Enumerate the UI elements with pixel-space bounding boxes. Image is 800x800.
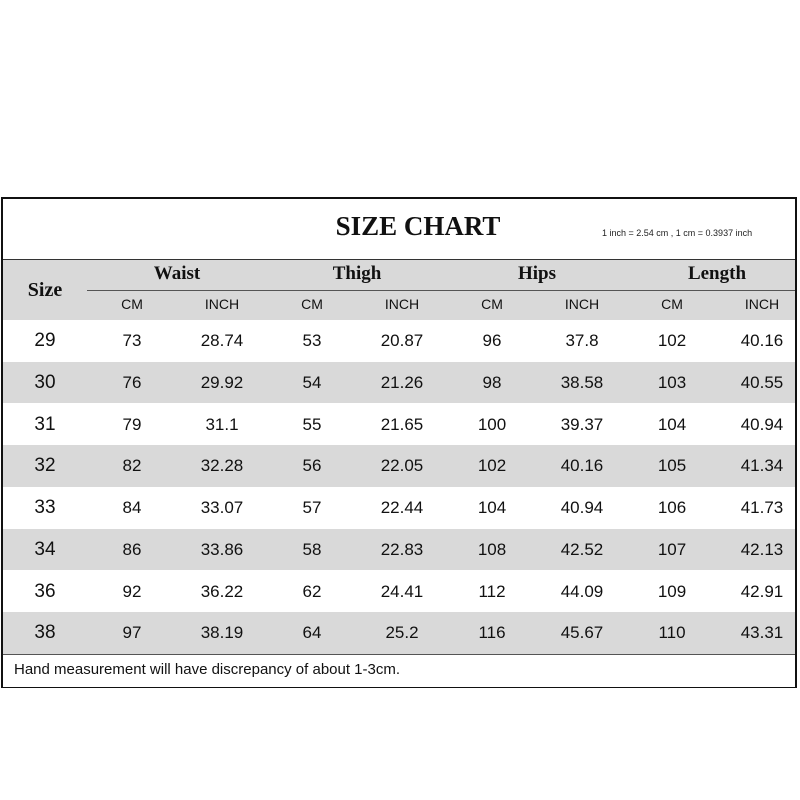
table-row	[3, 362, 795, 404]
measurement-cell: 86	[122, 539, 142, 559]
size-cell: 29	[34, 330, 56, 351]
measurement-cell: 92	[122, 581, 142, 601]
measurement-cell: 110	[658, 623, 686, 643]
measurement-cell: 25.2	[385, 623, 419, 643]
table-header	[3, 260, 795, 320]
size-chart-table	[1, 197, 797, 688]
measurement-cell: 112	[478, 581, 506, 601]
measurement-cell: 22.83	[380, 539, 424, 559]
measurement-cell: 22.44	[380, 498, 424, 517]
measurement-cell: 107	[657, 539, 687, 559]
measurement-cell: 41.73	[740, 498, 784, 517]
measurement-cell: 37.8	[565, 331, 599, 350]
measurement-cell: 32.28	[200, 456, 244, 476]
measurement-cell: 104	[657, 414, 687, 434]
measurement-cell: 41.34	[740, 456, 784, 476]
measurement-cell: 76	[122, 372, 142, 392]
measurement-cell: 53	[302, 331, 322, 350]
measurement-cell: 62	[302, 581, 322, 601]
measurement-cell: 58	[302, 539, 322, 559]
measurement-cell: 42.91	[740, 581, 784, 601]
size-cell: 36	[34, 580, 56, 602]
measurement-cell: 64	[302, 623, 322, 643]
table-row	[3, 320, 795, 362]
title-row	[3, 199, 795, 260]
measurement-cell: 42.13	[740, 539, 784, 559]
unit-header: INCH	[384, 296, 420, 312]
measurement-cell: 57	[302, 498, 322, 517]
measurement-cell: 22.05	[380, 456, 424, 476]
measurement-cell: 54	[302, 372, 322, 392]
measurement-cell: 40.16	[560, 456, 604, 476]
size-cell: 34	[34, 538, 56, 560]
measurement-cell: 103	[657, 372, 687, 392]
measurement-note: Hand measurement will have discrepancy of about 1-3cm.	[14, 661, 401, 678]
hips-header: Hips	[517, 263, 557, 284]
table-row	[3, 571, 795, 613]
measurement-cell: 108	[477, 539, 507, 559]
measurement-cell: 98	[482, 372, 502, 392]
unit-header: CM	[481, 296, 503, 312]
measurement-cell: 36.22	[200, 581, 244, 601]
measurement-cell: 56	[302, 456, 322, 476]
header-divider	[87, 290, 795, 291]
measurement-cell: 82	[122, 456, 142, 476]
measurement-cell: 116	[478, 623, 506, 643]
measurement-cell: 24.41	[380, 581, 424, 601]
measurement-cell: 39.37	[560, 414, 604, 434]
waist-header: Waist	[153, 263, 201, 284]
table-row	[3, 445, 795, 487]
measurement-cell: 42.52	[560, 539, 604, 559]
unit-header: CM	[661, 296, 683, 312]
size-cell: 33	[34, 497, 56, 518]
size-cell: 32	[34, 455, 56, 477]
unit-header: INCH	[204, 296, 240, 312]
measurement-cell: 84	[122, 498, 142, 517]
measurement-cell: 38.58	[560, 372, 604, 392]
measurement-cell: 40.94	[560, 498, 604, 517]
length-header: Length	[687, 263, 747, 284]
measurement-cell: 97	[122, 623, 142, 643]
measurement-cell: 44.09	[560, 581, 604, 601]
measurement-cell: 40.16	[740, 331, 784, 350]
size-cell: 31	[34, 413, 56, 435]
measurement-cell: 31.1	[205, 414, 239, 434]
measurement-cell: 106	[657, 498, 687, 517]
measurement-cell: 33.07	[200, 498, 244, 517]
measurement-cell: 102	[657, 331, 687, 350]
unit-conversion-note: 1 inch = 2.54 cm , 1 cm = 0.3937 inch	[602, 228, 753, 238]
measurement-cell: 40.94	[740, 414, 784, 434]
thigh-header: Thigh	[332, 263, 382, 284]
measurement-cell: 29.92	[200, 372, 244, 392]
measurement-cell: 43.31	[740, 623, 784, 643]
measurement-cell: 73	[122, 331, 142, 350]
table-row	[3, 404, 795, 446]
measurement-cell: 105	[657, 456, 687, 476]
measurement-cell: 100	[477, 414, 507, 434]
measurement-cell: 102	[477, 456, 507, 476]
measurement-cell: 55	[302, 414, 322, 434]
measurement-cell: 20.87	[380, 331, 424, 350]
unit-header: CM	[121, 296, 143, 312]
table-row	[3, 612, 795, 654]
measurement-cell: 33.86	[200, 539, 244, 559]
unit-header: INCH	[744, 296, 780, 312]
measurement-cell: 104	[477, 498, 507, 517]
measurement-cell: 28.74	[200, 331, 244, 350]
measurement-cell: 21.65	[380, 414, 424, 434]
measurement-cell: 21.26	[380, 372, 424, 392]
footer-note-row	[3, 654, 795, 687]
measurement-cell: 109	[657, 581, 687, 601]
size-cell: 38	[34, 622, 56, 644]
measurement-cell: 96	[482, 331, 502, 350]
unit-header: CM	[301, 296, 323, 312]
measurement-cell: 45.67	[560, 623, 604, 643]
size-cell: 30	[34, 371, 56, 393]
chart-title: SIZE CHART	[335, 211, 501, 241]
measurement-cell: 38.19	[200, 623, 244, 643]
table-row	[3, 529, 795, 571]
measurement-cell: 40.55	[740, 372, 784, 392]
unit-header: INCH	[564, 296, 600, 312]
measurement-cell: 79	[122, 414, 142, 434]
table-row	[3, 487, 795, 529]
size-column-header: Size	[27, 278, 63, 301]
